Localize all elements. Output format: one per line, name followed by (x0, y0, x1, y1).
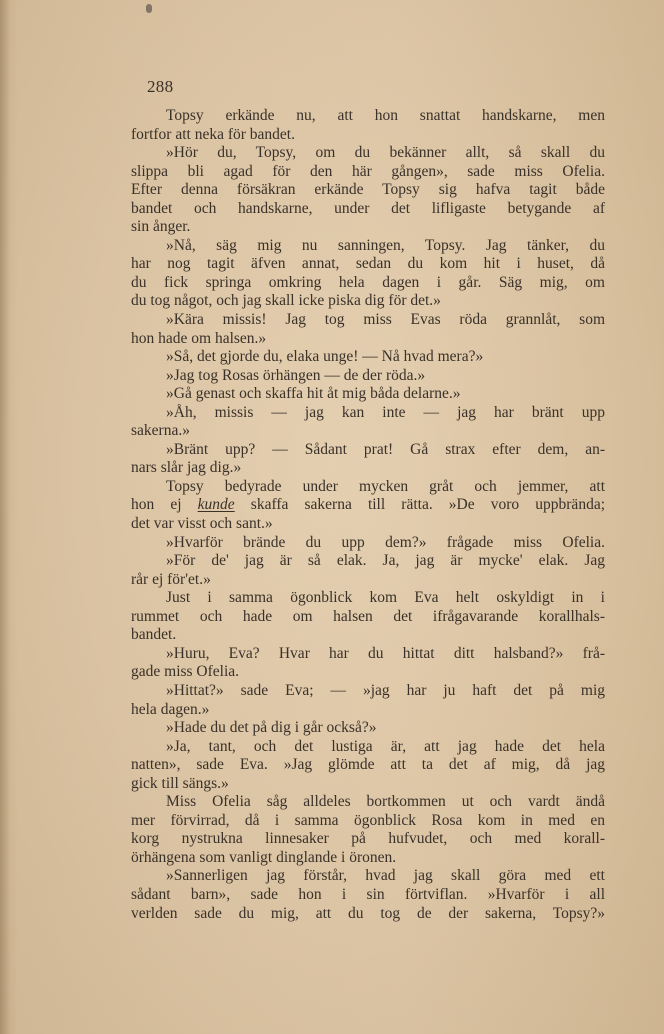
text-line: Miss Ofelia såg alldeles bortkommen ut och vardt ändå (166, 793, 605, 811)
text-line: slippa bli agad för den här gången», sade miss Ofelia. (131, 162, 605, 180)
ink-blot (146, 4, 152, 13)
text-line: »Bränt upp? — Sådant prat! Gå strax efter dem, an- (166, 440, 605, 458)
text-line: Efter denna försäkran erkände Topsy sig hafva tagit både (131, 181, 605, 199)
text-line: rummet och hade om halsen det ifrågavarande korallhals- (131, 607, 605, 625)
text-line: sin ånger. (131, 218, 191, 236)
text-line: du fick springa omkring hela dagen i går. Säg mig, om (131, 273, 605, 291)
text-block (131, 107, 605, 923)
text-line: natten», sade Eva. »Jag glömde att ta det af mig, då jag (131, 756, 605, 774)
text-line: sådant barn», sade hon i sin förtviflan. »Hvarför i all (131, 885, 605, 903)
text-line: »För de' jag är så elak. Ja, jag är mycke' elak. Jag (166, 552, 605, 570)
text-line: »Jag tog Rosas örhängen — de der röda.» (166, 366, 426, 384)
text-line: »Åh, missis — jag kan inte — jag har bränt upp (166, 403, 605, 421)
text-line: »Ja, tant, och det lustiga är, att jag hade det hela (166, 737, 605, 755)
text-line: »Kära missis! Jag tog miss Evas röda grannlåt, som (166, 311, 605, 329)
text-line: rår ej för'et.» (131, 570, 211, 588)
emphasized-word: kunde (197, 496, 235, 514)
text-line: gade miss Ofelia. (131, 663, 240, 681)
text-line: gick till sängs.» (131, 774, 229, 792)
text-line: hon hade om halsen.» (131, 329, 267, 347)
text-line: sakerna.» (131, 422, 190, 440)
text-line: örhängena som vanligt dinglande i öronen. (131, 848, 397, 866)
text-line: »Nå, säg mig nu sanningen, Topsy. Jag tänker, du (166, 236, 605, 254)
text-line: »Hade du det på dig i går också?» (166, 719, 377, 737)
text-line: »Hittat?» sade Eva; — »jag har ju haft det på mig (166, 681, 605, 699)
text-line: hela dagen.» (131, 700, 210, 718)
text-line: »Huru, Eva? Hvar har du hittat ditt halsband?» frå- (166, 644, 605, 662)
text-line: »Så, det gjorde du, elaka unge! — Nå hvad mera?» (166, 348, 484, 366)
text-line: mer förvirrad, då i samma ögonblick Rosa kom in med en (131, 811, 605, 829)
text-line: Topsy erkände nu, att hon snattat handskarne, men (166, 107, 605, 124)
text-line: »Hör du, Topsy, om du bekänner allt, så skall du (166, 144, 605, 162)
text-line: du tog något, och jag skall icke piska dig för det.» (131, 292, 441, 310)
text-line: »Hvarför brände du upp dem?» frågade miss Ofelia. (166, 533, 605, 551)
text-line: fortfor att neka för bandet. (131, 125, 295, 143)
text-line: korg nystrukna linnesaker på hufvudet, och med korall- (131, 830, 605, 848)
text-line: Topsy bedyrade under mycken gråt och jemmer, att (166, 477, 605, 495)
text-line: »Gå genast och skaffa hit åt mig båda delarne.» (166, 385, 461, 403)
text-line: verlden sade du mig, att du tog de der sakerna, Topsy?» (131, 904, 605, 922)
text-line: hon ej kunde skaffa sakerna till rätta. »De voro uppbrända; (131, 496, 606, 514)
text-line: Just i samma ögonblick kom Eva helt oskyldigt in i (166, 589, 605, 607)
text-line: bandet. (131, 626, 177, 644)
text-line: bandet och handskarne, under det lifligaste betygande af (131, 199, 605, 217)
text-line: har nog tagit äfven annat, sedan du kom hit i huset, då (131, 255, 605, 273)
page-number: 288 (147, 77, 174, 96)
text-line: det var visst och sant.» (131, 515, 273, 533)
text-line: nars slår jag dig.» (131, 459, 242, 477)
text-line: »Sannerligen jag förstår, hvad jag skall göra med ett (166, 867, 605, 885)
